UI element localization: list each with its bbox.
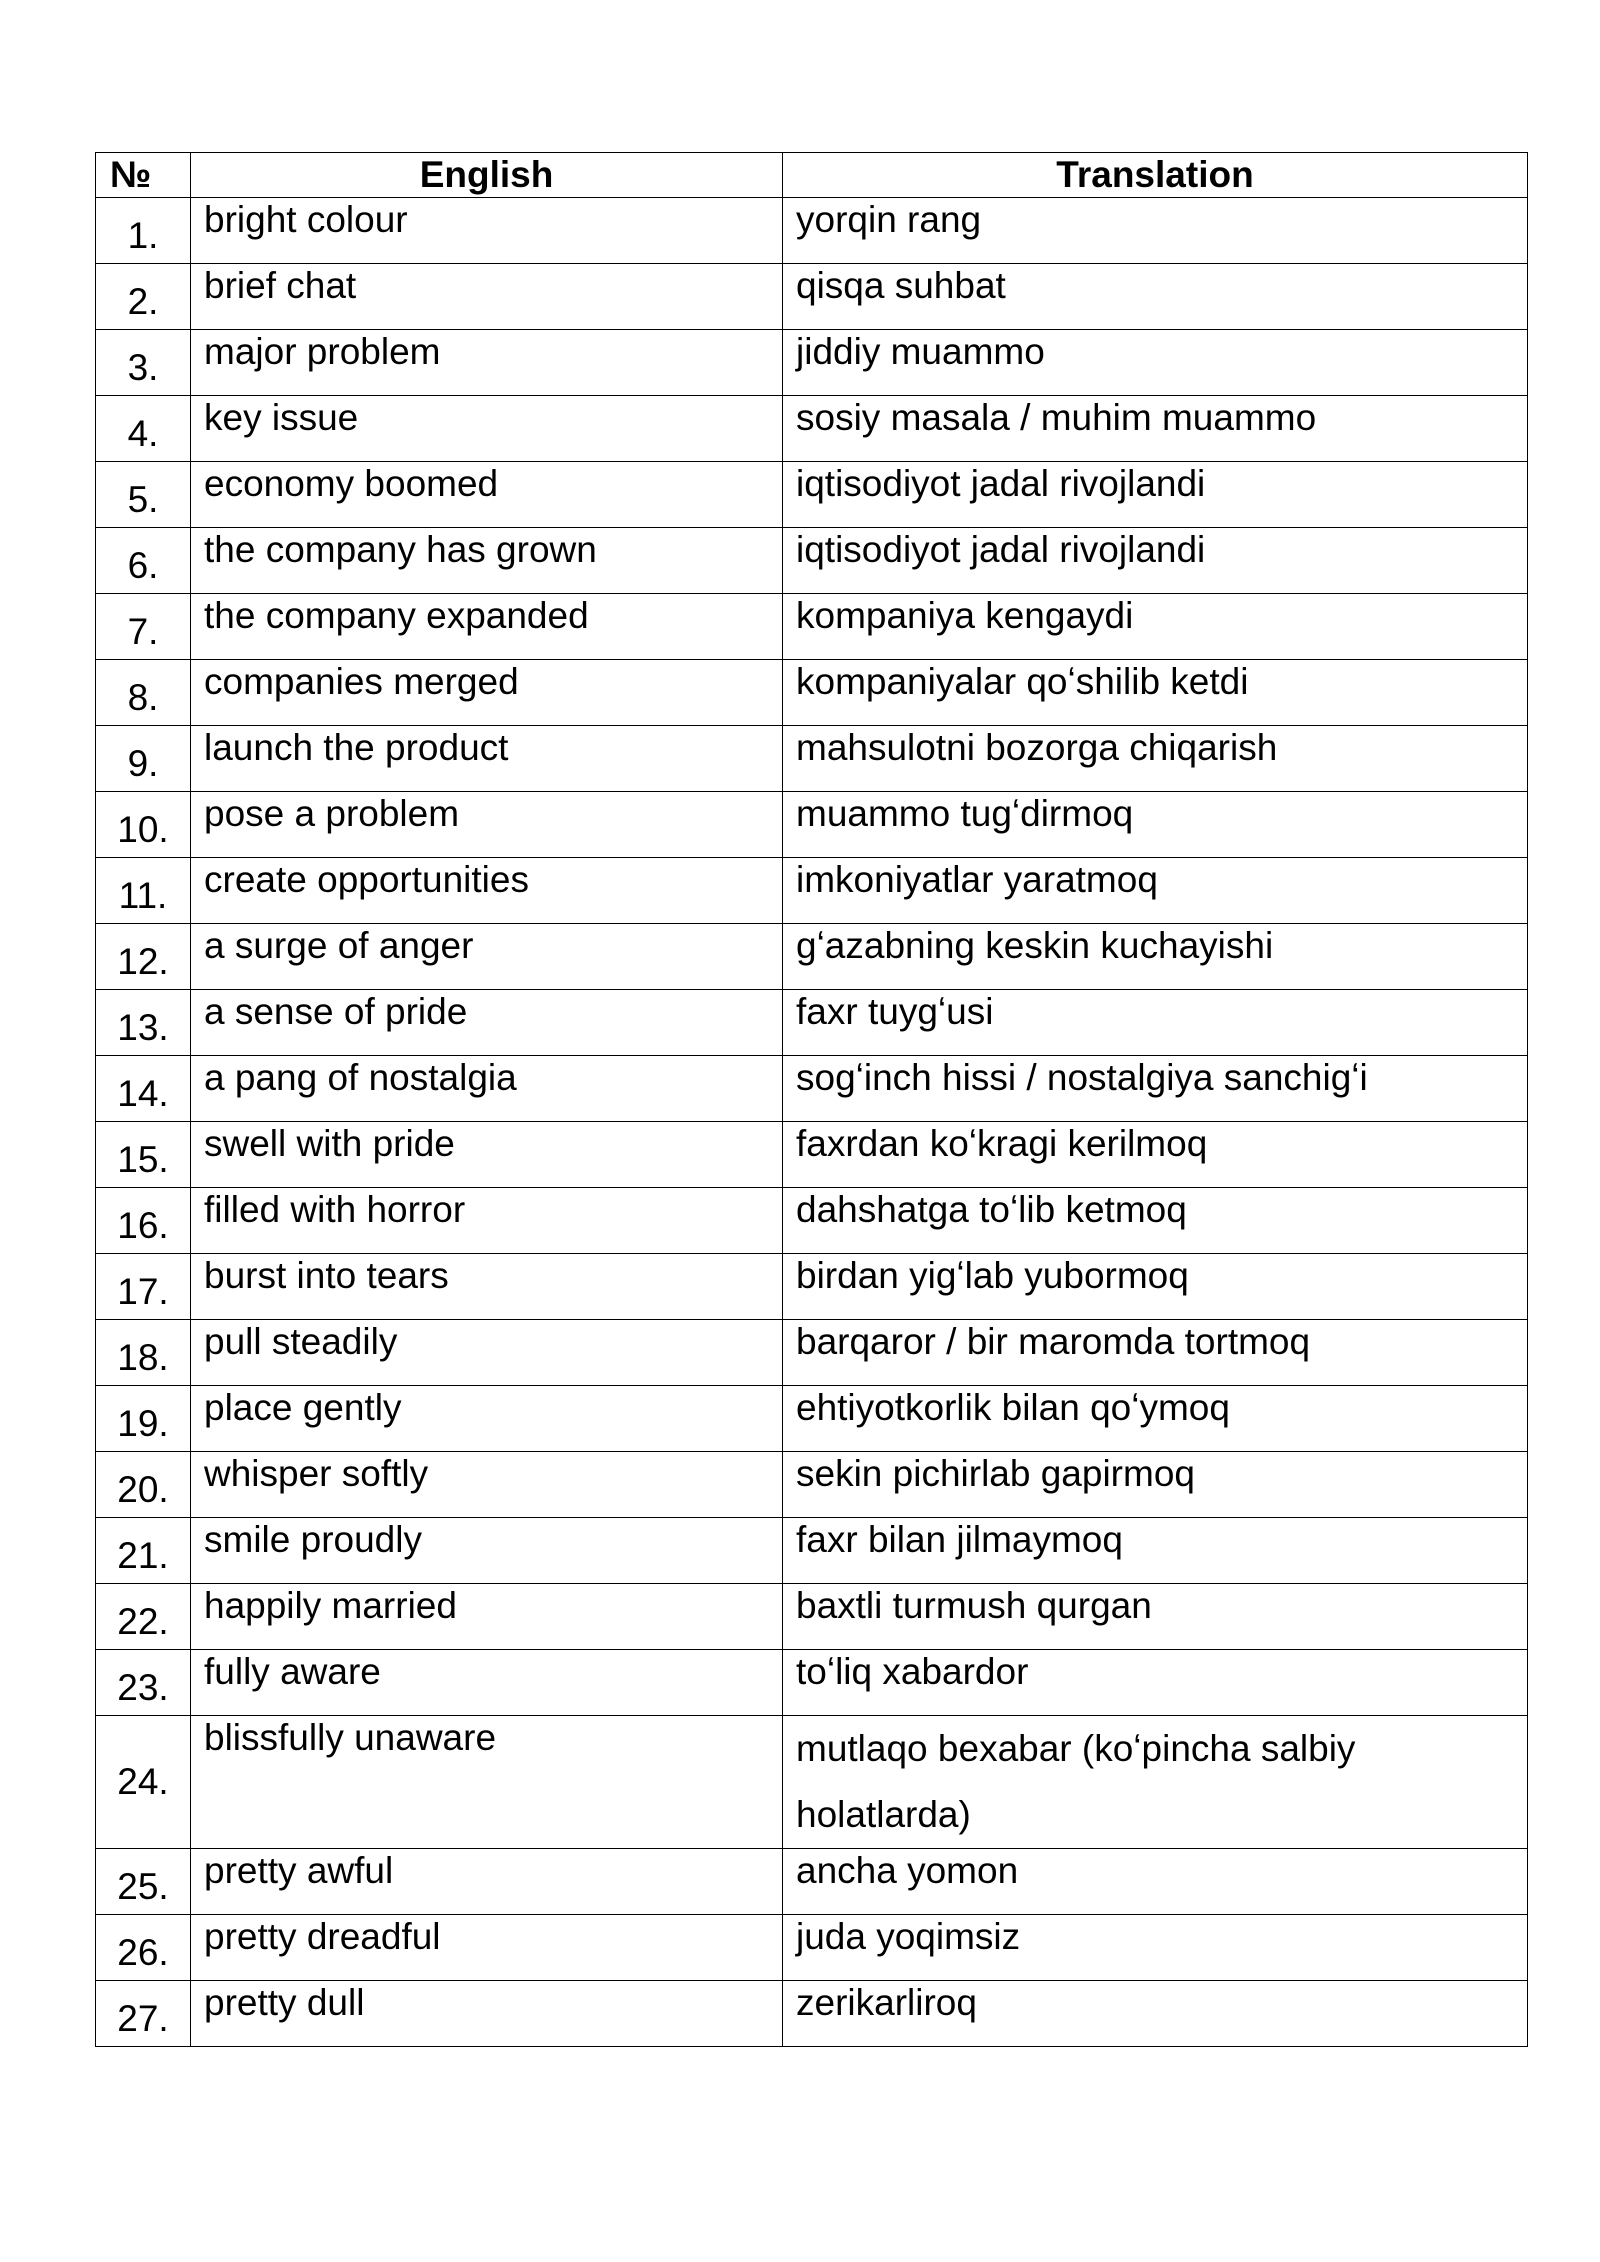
table-row <box>96 924 1528 990</box>
translation-term: qisqa suhbat <box>783 264 1528 330</box>
table-row <box>96 1650 1528 1716</box>
translation-term: baxtli turmush qurgan <box>783 1584 1528 1650</box>
translation-term: sosiy masala / muhim muammo <box>783 396 1528 462</box>
row-number: 1. <box>96 198 191 264</box>
row-number: 12. <box>96 924 191 990</box>
english-term: a pang of nostalgia <box>191 1056 783 1122</box>
row-number: 4. <box>96 396 191 462</box>
table-row <box>96 1122 1528 1188</box>
row-number: 27. <box>96 1981 191 2047</box>
english-term: blissfully unaware <box>191 1716 783 1849</box>
english-term: pose a problem <box>191 792 783 858</box>
row-number: 17. <box>96 1254 191 1320</box>
table-row <box>96 1584 1528 1650</box>
table-row <box>96 1981 1528 2047</box>
table-row <box>96 1320 1528 1386</box>
table-row <box>96 990 1528 1056</box>
english-term: brief chat <box>191 264 783 330</box>
english-term: whisper softly <box>191 1452 783 1518</box>
translation-term: sogʻinch hissi / nostalgiya sanchigʻi <box>783 1056 1528 1122</box>
translation-term: iqtisodiyot jadal rivojlandi <box>783 462 1528 528</box>
translation-term: ancha yomon <box>783 1849 1528 1915</box>
table-row <box>96 1254 1528 1320</box>
table-row <box>96 594 1528 660</box>
header-row <box>96 153 1528 198</box>
english-term: companies merged <box>191 660 783 726</box>
english-term: happily married <box>191 1584 783 1650</box>
table-row <box>96 1849 1528 1915</box>
translation-term: sekin pichirlab gapirmoq <box>783 1452 1528 1518</box>
table-row <box>96 660 1528 726</box>
english-term: a sense of pride <box>191 990 783 1056</box>
english-term: place gently <box>191 1386 783 1452</box>
row-number: 5. <box>96 462 191 528</box>
row-number: 7. <box>96 594 191 660</box>
table-row <box>96 462 1528 528</box>
table-row <box>96 858 1528 924</box>
table-header <box>96 153 1528 198</box>
column-header-translation: Translation <box>783 153 1528 198</box>
translation-term: mahsulotni bozorga chiqarish <box>783 726 1528 792</box>
translation-term: juda yoqimsiz <box>783 1915 1528 1981</box>
english-term: economy boomed <box>191 462 783 528</box>
row-number: 22. <box>96 1584 191 1650</box>
row-number: 10. <box>96 792 191 858</box>
row-number: 13. <box>96 990 191 1056</box>
translation-term: dahshatga toʻlib ketmoq <box>783 1188 1528 1254</box>
translation-term: yorqin rang <box>783 198 1528 264</box>
row-number: 19. <box>96 1386 191 1452</box>
translation-term: iqtisodiyot jadal rivojlandi <box>783 528 1528 594</box>
table-row <box>96 264 1528 330</box>
row-number: 2. <box>96 264 191 330</box>
translation-term: kompaniyalar qoʻshilib ketdi <box>783 660 1528 726</box>
table-row <box>96 1915 1528 1981</box>
row-number: 23. <box>96 1650 191 1716</box>
table-row <box>96 330 1528 396</box>
row-number: 18. <box>96 1320 191 1386</box>
english-term: swell with pride <box>191 1122 783 1188</box>
row-number: 21. <box>96 1518 191 1584</box>
english-term: pretty dreadful <box>191 1915 783 1981</box>
translation-term: ehtiyotkorlik bilan qoʻymoq <box>783 1386 1528 1452</box>
row-number: 16. <box>96 1188 191 1254</box>
english-term: pretty awful <box>191 1849 783 1915</box>
translation-term: faxr tuygʻusi <box>783 990 1528 1056</box>
translation-term: faxr bilan jilmaymoq <box>783 1518 1528 1584</box>
english-term: fully aware <box>191 1650 783 1716</box>
translation-term: imkoniyatlar yaratmoq <box>783 858 1528 924</box>
translation-term: toʻliq xabardor <box>783 1650 1528 1716</box>
table-row <box>96 1716 1528 1849</box>
table-row <box>96 1188 1528 1254</box>
row-number: 9. <box>96 726 191 792</box>
english-term: the company expanded <box>191 594 783 660</box>
translation-term: jiddiy muammo <box>783 330 1528 396</box>
table-row <box>96 198 1528 264</box>
translation-term: kompaniya kengaydi <box>783 594 1528 660</box>
table-row <box>96 528 1528 594</box>
english-term: pretty dull <box>191 1981 783 2047</box>
row-number: 3. <box>96 330 191 396</box>
translation-term: mutlaqo bexabar (koʻpincha salbiy holatlarda) <box>783 1716 1528 1849</box>
english-term: major problem <box>191 330 783 396</box>
vocabulary-table <box>95 152 1528 2047</box>
translation-term: gʻazabning keskin kuchayishi <box>783 924 1528 990</box>
row-number: 11. <box>96 858 191 924</box>
table-row <box>96 1518 1528 1584</box>
translation-term: barqaror / bir maromda tortmoq <box>783 1320 1528 1386</box>
row-number: 8. <box>96 660 191 726</box>
translation-term: birdan yigʻlab yubormoq <box>783 1254 1528 1320</box>
table-row <box>96 1452 1528 1518</box>
english-term: a surge of anger <box>191 924 783 990</box>
english-term: burst into tears <box>191 1254 783 1320</box>
english-term: smile proudly <box>191 1518 783 1584</box>
table-row <box>96 1056 1528 1122</box>
english-term: filled with horror <box>191 1188 783 1254</box>
table-body <box>96 198 1528 2047</box>
translation-term: faxrdan koʻkragi kerilmoq <box>783 1122 1528 1188</box>
row-number: 26. <box>96 1915 191 1981</box>
table-row <box>96 726 1528 792</box>
english-term: create opportunities <box>191 858 783 924</box>
english-term: launch the product <box>191 726 783 792</box>
english-term: bright colour <box>191 198 783 264</box>
row-number: 20. <box>96 1452 191 1518</box>
table-row <box>96 396 1528 462</box>
translation-term: muammo tugʻdirmoq <box>783 792 1528 858</box>
table-row <box>96 792 1528 858</box>
row-number: 14. <box>96 1056 191 1122</box>
english-term: key issue <box>191 396 783 462</box>
row-number: 24. <box>96 1716 191 1849</box>
row-number: 25. <box>96 1849 191 1915</box>
row-number: 15. <box>96 1122 191 1188</box>
translation-term: zerikarliroq <box>783 1981 1528 2047</box>
english-term: pull steadily <box>191 1320 783 1386</box>
column-header-english: English <box>191 153 783 198</box>
english-term: the company has grown <box>191 528 783 594</box>
table-row <box>96 1386 1528 1452</box>
row-number: 6. <box>96 528 191 594</box>
column-header-number: № <box>96 153 191 198</box>
